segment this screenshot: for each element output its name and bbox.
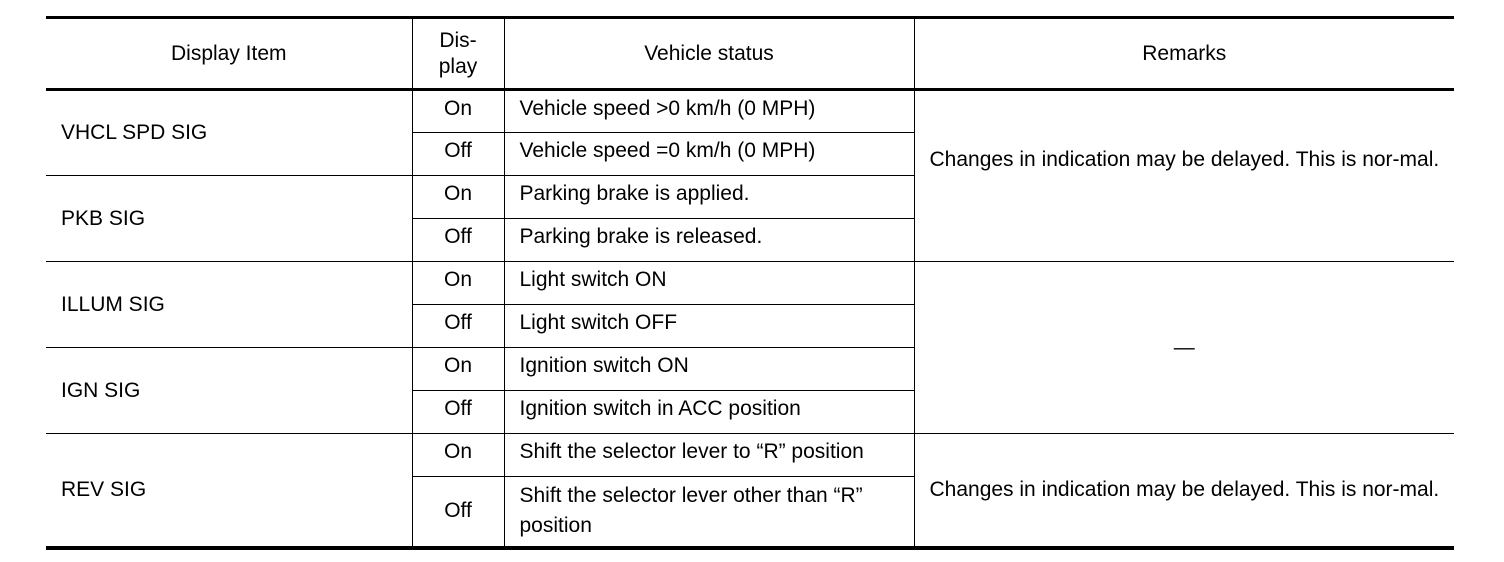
table-row — [46, 90, 1454, 133]
display-item-table — [46, 16, 1454, 550]
header-display-line1: Dis- — [439, 28, 477, 52]
vehicle-status: Ignition switch ON — [504, 348, 914, 391]
header-remarks: Remarks — [914, 18, 1454, 90]
vehicle-status: Shift the selector lever other than “R” position — [504, 477, 914, 548]
vehicle-status: Ignition switch in ACC position — [504, 391, 914, 434]
header-display-line2: play — [438, 54, 478, 78]
display-value: On — [412, 90, 504, 133]
display-value: On — [412, 348, 504, 391]
remarks-dash: — — [1173, 335, 1195, 359]
item-name: PKB SIG — [46, 176, 412, 262]
display-value: Off — [412, 133, 504, 176]
display-value: Off — [412, 477, 504, 548]
vehicle-status: Light switch OFF — [504, 305, 914, 348]
remarks-cell: Changes in indication may be delayed. This is nor-mal. — [914, 90, 1454, 262]
vehicle-status: Shift the selector lever to “R” position — [504, 434, 914, 477]
item-name: REV SIG — [46, 434, 412, 548]
header-display-item: Display Item — [46, 18, 412, 90]
item-name: VHCL SPD SIG — [46, 90, 412, 176]
remarks-cell-dash — [914, 262, 1454, 434]
vehicle-status: Parking brake is applied. — [504, 176, 914, 219]
display-value: Off — [412, 305, 504, 348]
vehicle-status: Parking brake is released. — [504, 219, 914, 262]
vehicle-status: Vehicle speed >0 km/h (0 MPH) — [504, 90, 914, 133]
display-value: Off — [412, 391, 504, 434]
header-row — [46, 18, 1454, 90]
table-row — [46, 434, 1454, 477]
display-value: On — [412, 262, 504, 305]
item-name: IGN SIG — [46, 348, 412, 434]
header-display — [412, 18, 504, 90]
display-value: On — [412, 176, 504, 219]
vehicle-status: Light switch ON — [504, 262, 914, 305]
vehicle-status: Vehicle speed =0 km/h (0 MPH) — [504, 133, 914, 176]
header-vehicle-status: Vehicle status — [504, 18, 914, 90]
table-row — [46, 262, 1454, 305]
display-value: Off — [412, 219, 504, 262]
remarks-cell: Changes in indication may be delayed. This is nor-mal. — [914, 434, 1454, 548]
display-value: On — [412, 434, 504, 477]
item-name: ILLUM SIG — [46, 262, 412, 348]
